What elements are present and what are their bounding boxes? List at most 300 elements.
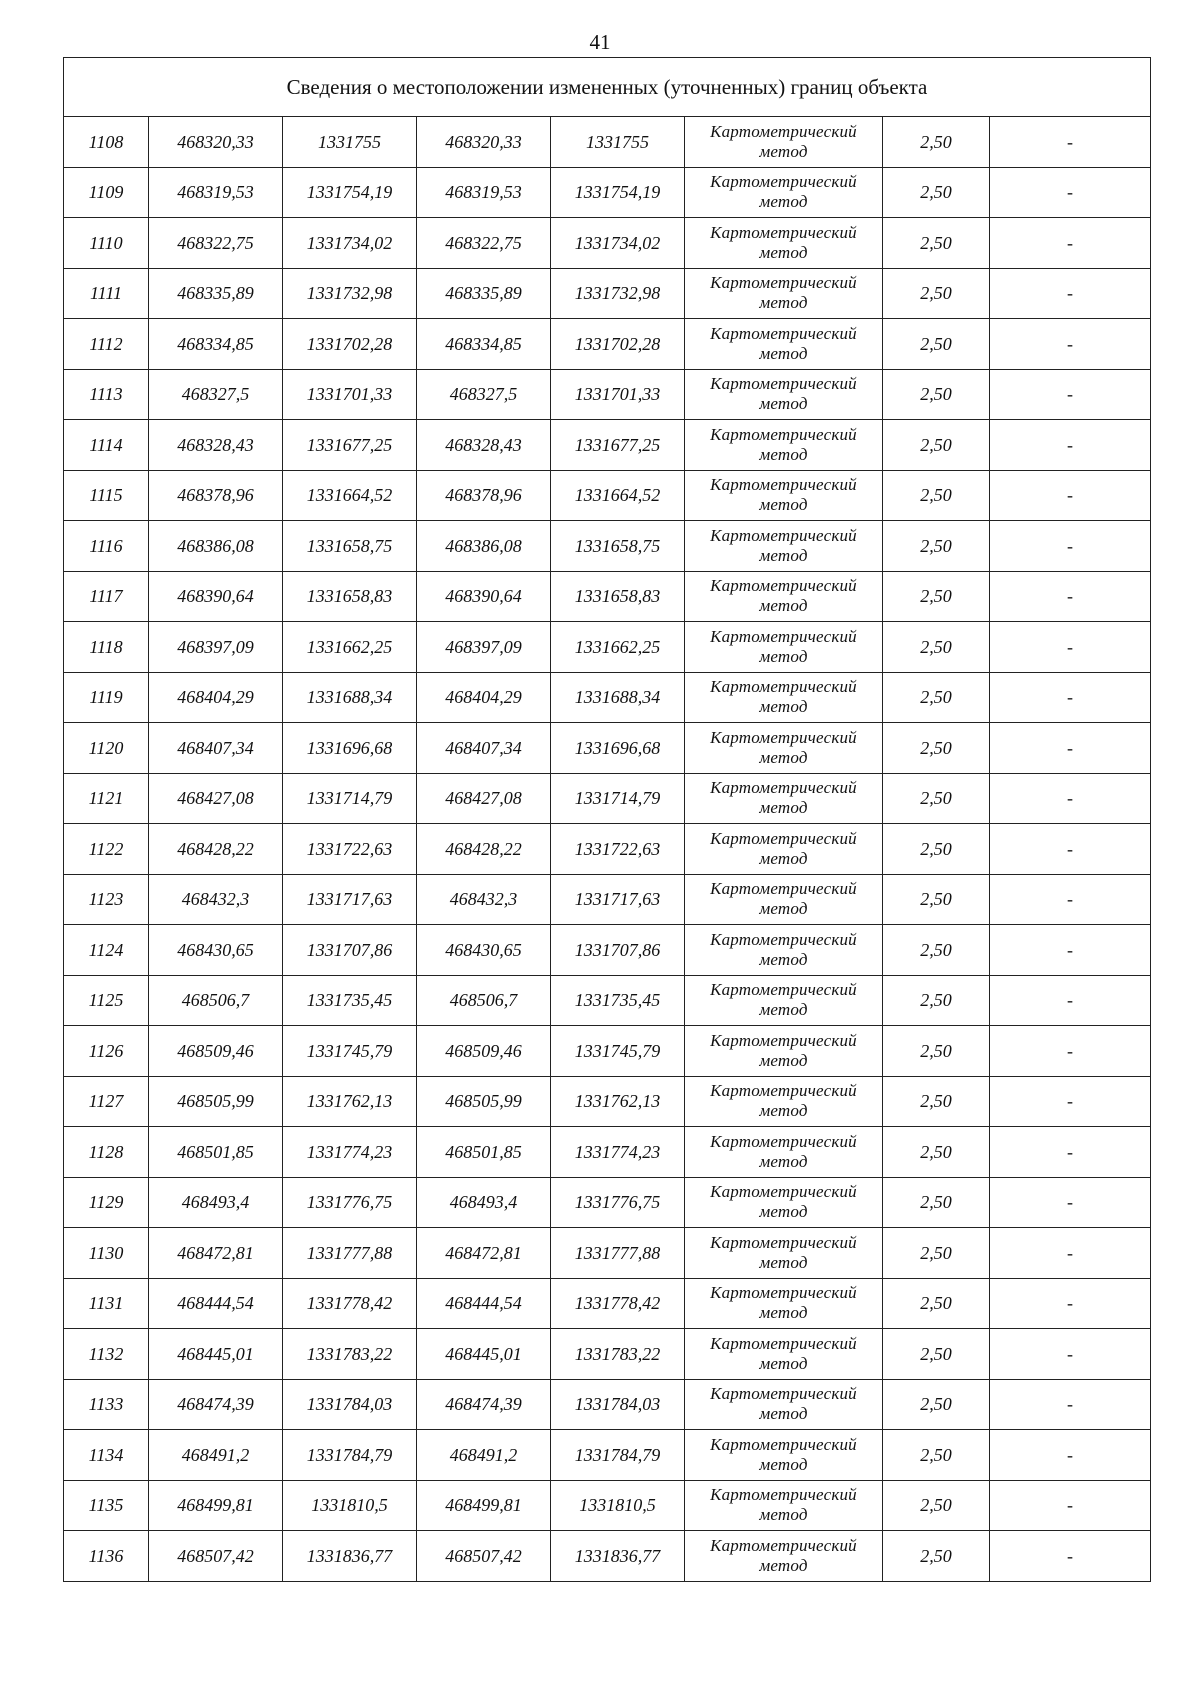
existing-y-cell: 1331836,77 [283, 1531, 417, 1582]
table-row [64, 1278, 1151, 1329]
table-row [64, 420, 1151, 471]
refined-y-cell: 1331776,75 [551, 1177, 685, 1228]
refined-x-cell: 468320,33 [417, 117, 551, 168]
method-line-1: Картометрический [710, 374, 857, 394]
refined-x-cell: 468505,99 [417, 1076, 551, 1127]
accuracy-cell: 2,50 [883, 319, 990, 370]
refined-y-cell: 1331696,68 [551, 723, 685, 774]
method-line-2: метод [759, 596, 808, 616]
method-line-1: Картометрический [710, 1081, 857, 1101]
existing-x-cell: 468320,33 [149, 117, 283, 168]
method-line-1: Картометрический [710, 424, 857, 444]
accuracy-cell: 2,50 [883, 874, 990, 925]
method-line-1: Картометрический [710, 626, 857, 646]
existing-y-cell: 1331784,03 [283, 1379, 417, 1430]
method-cell [685, 420, 883, 471]
note-cell: - [990, 521, 1151, 572]
method-line-1: Картометрический [710, 828, 857, 848]
refined-y-cell: 1331778,42 [551, 1278, 685, 1329]
point-number-cell: 1114 [64, 420, 149, 471]
accuracy-cell: 2,50 [883, 672, 990, 723]
method-line-1: Картометрический [710, 1333, 857, 1353]
table-row [64, 369, 1151, 420]
refined-x-cell: 468378,96 [417, 470, 551, 521]
method-line-1: Картометрический [710, 222, 857, 242]
accuracy-cell: 2,50 [883, 268, 990, 319]
refined-x-cell: 468322,75 [417, 218, 551, 269]
accuracy-cell: 2,50 [883, 773, 990, 824]
method-line-1: Картометрический [710, 677, 857, 697]
refined-x-cell: 468327,5 [417, 369, 551, 420]
method-line-1: Картометрический [710, 879, 857, 899]
method-line-1: Картометрический [710, 929, 857, 949]
refined-y-cell: 1331732,98 [551, 268, 685, 319]
existing-y-cell: 1331734,02 [283, 218, 417, 269]
method-cell [685, 874, 883, 925]
existing-x-cell: 468505,99 [149, 1076, 283, 1127]
accuracy-cell: 2,50 [883, 1026, 990, 1077]
refined-y-cell: 1331735,45 [551, 975, 685, 1026]
method-line-2: метод [759, 141, 808, 161]
point-number-cell: 1133 [64, 1379, 149, 1430]
method-line-2: метод [759, 495, 808, 515]
table-row [64, 925, 1151, 976]
accuracy-cell: 2,50 [883, 571, 990, 622]
existing-y-cell: 1331732,98 [283, 268, 417, 319]
point-number-cell: 1127 [64, 1076, 149, 1127]
accuracy-cell: 2,50 [883, 1228, 990, 1279]
table-title: Сведения о местоположении измененных (уточненных) границ объекта [64, 58, 1151, 117]
existing-y-cell: 1331688,34 [283, 672, 417, 723]
table-row [64, 1379, 1151, 1430]
accuracy-cell: 2,50 [883, 470, 990, 521]
point-number-cell: 1122 [64, 824, 149, 875]
refined-x-cell: 468390,64 [417, 571, 551, 622]
method-line-2: метод [759, 899, 808, 919]
table-row [64, 1076, 1151, 1127]
point-number-cell: 1110 [64, 218, 149, 269]
refined-x-cell: 468472,81 [417, 1228, 551, 1279]
existing-x-cell: 468334,85 [149, 319, 283, 370]
method-line-2: метод [759, 1202, 808, 1222]
method-line-1: Картометрический [710, 475, 857, 495]
method-line-1: Картометрический [710, 1131, 857, 1151]
refined-y-cell: 1331701,33 [551, 369, 685, 420]
refined-y-cell: 1331745,79 [551, 1026, 685, 1077]
existing-x-cell: 468430,65 [149, 925, 283, 976]
point-number-cell: 1123 [64, 874, 149, 925]
method-line-2: метод [759, 1353, 808, 1373]
method-line-1: Картометрический [710, 980, 857, 1000]
existing-x-cell: 468493,4 [149, 1177, 283, 1228]
point-number-cell: 1126 [64, 1026, 149, 1077]
method-cell [685, 1430, 883, 1481]
existing-y-cell: 1331755 [283, 117, 417, 168]
refined-y-cell: 1331662,25 [551, 622, 685, 673]
note-cell: - [990, 622, 1151, 673]
method-cell [685, 975, 883, 1026]
method-cell [685, 167, 883, 218]
table-row [64, 571, 1151, 622]
method-line-1: Картометрический [710, 727, 857, 747]
point-number-cell: 1109 [64, 167, 149, 218]
method-cell [685, 319, 883, 370]
existing-x-cell: 468397,09 [149, 622, 283, 673]
method-cell [685, 824, 883, 875]
existing-y-cell: 1331735,45 [283, 975, 417, 1026]
refined-y-cell: 1331722,63 [551, 824, 685, 875]
method-cell [685, 117, 883, 168]
existing-y-cell: 1331658,83 [283, 571, 417, 622]
note-cell: - [990, 1228, 1151, 1279]
existing-x-cell: 468474,39 [149, 1379, 283, 1430]
refined-x-cell: 468404,29 [417, 672, 551, 723]
method-cell [685, 1480, 883, 1531]
note-cell: - [990, 1127, 1151, 1178]
refined-y-cell: 1331702,28 [551, 319, 685, 370]
existing-y-cell: 1331776,75 [283, 1177, 417, 1228]
note-cell: - [990, 167, 1151, 218]
method-cell [685, 925, 883, 976]
refined-x-cell: 468501,85 [417, 1127, 551, 1178]
method-cell [685, 1228, 883, 1279]
note-cell: - [990, 1076, 1151, 1127]
existing-y-cell: 1331722,63 [283, 824, 417, 875]
note-cell: - [990, 268, 1151, 319]
method-cell [685, 470, 883, 521]
method-cell [685, 1026, 883, 1077]
method-cell [685, 773, 883, 824]
refined-y-cell: 1331777,88 [551, 1228, 685, 1279]
point-number-cell: 1128 [64, 1127, 149, 1178]
point-number-cell: 1132 [64, 1329, 149, 1380]
accuracy-cell: 2,50 [883, 925, 990, 976]
point-number-cell: 1111 [64, 268, 149, 319]
refined-x-cell: 468493,4 [417, 1177, 551, 1228]
method-cell [685, 1278, 883, 1329]
method-line-2: метод [759, 848, 808, 868]
method-cell [685, 571, 883, 622]
note-cell: - [990, 1531, 1151, 1582]
refined-x-cell: 468397,09 [417, 622, 551, 673]
existing-x-cell: 468386,08 [149, 521, 283, 572]
accuracy-cell: 2,50 [883, 1076, 990, 1127]
accuracy-cell: 2,50 [883, 824, 990, 875]
existing-y-cell: 1331701,33 [283, 369, 417, 420]
method-line-1: Картометрический [710, 1535, 857, 1555]
refined-x-cell: 468335,89 [417, 268, 551, 319]
refined-y-cell: 1331707,86 [551, 925, 685, 976]
existing-y-cell: 1331702,28 [283, 319, 417, 370]
accuracy-cell: 2,50 [883, 1531, 990, 1582]
existing-y-cell: 1331658,75 [283, 521, 417, 572]
table-row [64, 672, 1151, 723]
refined-y-cell: 1331717,63 [551, 874, 685, 925]
point-number-cell: 1119 [64, 672, 149, 723]
method-line-1: Картометрический [710, 1485, 857, 1505]
refined-x-cell: 468319,53 [417, 167, 551, 218]
accuracy-cell: 2,50 [883, 975, 990, 1026]
method-cell [685, 1076, 883, 1127]
existing-x-cell: 468509,46 [149, 1026, 283, 1077]
point-number-cell: 1134 [64, 1430, 149, 1481]
method-line-1: Картометрический [710, 1232, 857, 1252]
refined-y-cell: 1331783,22 [551, 1329, 685, 1380]
note-cell: - [990, 571, 1151, 622]
refined-y-cell: 1331810,5 [551, 1480, 685, 1531]
refined-x-cell: 468499,81 [417, 1480, 551, 1531]
existing-y-cell: 1331664,52 [283, 470, 417, 521]
note-cell: - [990, 1480, 1151, 1531]
existing-y-cell: 1331777,88 [283, 1228, 417, 1279]
point-number-cell: 1136 [64, 1531, 149, 1582]
existing-y-cell: 1331754,19 [283, 167, 417, 218]
refined-x-cell: 468430,65 [417, 925, 551, 976]
table-title-row [64, 58, 1151, 117]
existing-y-cell: 1331762,13 [283, 1076, 417, 1127]
note-cell: - [990, 117, 1151, 168]
refined-y-cell: 1331658,75 [551, 521, 685, 572]
refined-x-cell: 468428,22 [417, 824, 551, 875]
refined-x-cell: 468507,42 [417, 1531, 551, 1582]
note-cell: - [990, 672, 1151, 723]
existing-x-cell: 468327,5 [149, 369, 283, 420]
refined-y-cell: 1331664,52 [551, 470, 685, 521]
point-number-cell: 1124 [64, 925, 149, 976]
existing-x-cell: 468445,01 [149, 1329, 283, 1380]
point-number-cell: 1115 [64, 470, 149, 521]
accuracy-cell: 2,50 [883, 1430, 990, 1481]
note-cell: - [990, 369, 1151, 420]
accuracy-cell: 2,50 [883, 218, 990, 269]
existing-y-cell: 1331784,79 [283, 1430, 417, 1481]
method-line-2: метод [759, 1252, 808, 1272]
method-line-1: Картометрический [710, 1283, 857, 1303]
point-number-cell: 1116 [64, 521, 149, 572]
refined-y-cell: 1331762,13 [551, 1076, 685, 1127]
method-line-1: Картометрический [710, 778, 857, 798]
refined-x-cell: 468427,08 [417, 773, 551, 824]
existing-x-cell: 468428,22 [149, 824, 283, 875]
note-cell: - [990, 470, 1151, 521]
table-row [64, 167, 1151, 218]
refined-y-cell: 1331774,23 [551, 1127, 685, 1178]
existing-x-cell: 468427,08 [149, 773, 283, 824]
refined-x-cell: 468432,3 [417, 874, 551, 925]
existing-x-cell: 468390,64 [149, 571, 283, 622]
accuracy-cell: 2,50 [883, 622, 990, 673]
refined-x-cell: 468491,2 [417, 1430, 551, 1481]
method-line-2: метод [759, 646, 808, 666]
method-cell [685, 723, 883, 774]
method-line-2: метод [759, 1454, 808, 1474]
table-row [64, 1329, 1151, 1380]
accuracy-cell: 2,50 [883, 723, 990, 774]
existing-y-cell: 1331778,42 [283, 1278, 417, 1329]
table-row [64, 319, 1151, 370]
note-cell: - [990, 1278, 1151, 1329]
existing-y-cell: 1331717,63 [283, 874, 417, 925]
note-cell: - [990, 925, 1151, 976]
method-cell [685, 1329, 883, 1380]
note-cell: - [990, 773, 1151, 824]
refined-y-cell: 1331754,19 [551, 167, 685, 218]
method-line-2: метод [759, 1000, 808, 1020]
accuracy-cell: 2,50 [883, 521, 990, 572]
existing-x-cell: 468507,42 [149, 1531, 283, 1582]
existing-x-cell: 468319,53 [149, 167, 283, 218]
refined-y-cell: 1331836,77 [551, 1531, 685, 1582]
refined-y-cell: 1331784,03 [551, 1379, 685, 1430]
table-row [64, 975, 1151, 1026]
method-line-1: Картометрический [710, 1434, 857, 1454]
existing-x-cell: 468328,43 [149, 420, 283, 471]
existing-x-cell: 468506,7 [149, 975, 283, 1026]
existing-y-cell: 1331662,25 [283, 622, 417, 673]
method-cell [685, 268, 883, 319]
method-line-2: метод [759, 1101, 808, 1121]
boundary-coordinates-table [63, 57, 1151, 1582]
refined-y-cell: 1331658,83 [551, 571, 685, 622]
table-row [64, 1480, 1151, 1531]
method-line-2: метод [759, 1050, 808, 1070]
method-line-2: метод [759, 1151, 808, 1171]
method-line-1: Картометрический [710, 273, 857, 293]
method-cell [685, 218, 883, 269]
accuracy-cell: 2,50 [883, 1278, 990, 1329]
method-line-2: метод [759, 242, 808, 262]
table-row [64, 1177, 1151, 1228]
accuracy-cell: 2,50 [883, 1480, 990, 1531]
refined-y-cell: 1331677,25 [551, 420, 685, 471]
existing-x-cell: 468491,2 [149, 1430, 283, 1481]
point-number-cell: 1121 [64, 773, 149, 824]
note-cell: - [990, 1430, 1151, 1481]
table-row [64, 1127, 1151, 1178]
table-row [64, 268, 1151, 319]
existing-x-cell: 468499,81 [149, 1480, 283, 1531]
refined-x-cell: 468445,01 [417, 1329, 551, 1380]
method-cell [685, 622, 883, 673]
existing-y-cell: 1331714,79 [283, 773, 417, 824]
point-number-cell: 1118 [64, 622, 149, 673]
point-number-cell: 1131 [64, 1278, 149, 1329]
table-row [64, 1026, 1151, 1077]
note-cell: - [990, 975, 1151, 1026]
accuracy-cell: 2,50 [883, 1329, 990, 1380]
existing-y-cell: 1331774,23 [283, 1127, 417, 1178]
existing-y-cell: 1331783,22 [283, 1329, 417, 1380]
refined-x-cell: 468386,08 [417, 521, 551, 572]
existing-x-cell: 468322,75 [149, 218, 283, 269]
existing-y-cell: 1331745,79 [283, 1026, 417, 1077]
method-line-2: метод [759, 293, 808, 313]
note-cell: - [990, 218, 1151, 269]
method-line-2: метод [759, 192, 808, 212]
note-cell: - [990, 1026, 1151, 1077]
method-line-2: метод [759, 697, 808, 717]
table-row [64, 1228, 1151, 1279]
method-line-2: метод [759, 1505, 808, 1525]
method-line-2: метод [759, 747, 808, 767]
point-number-cell: 1129 [64, 1177, 149, 1228]
accuracy-cell: 2,50 [883, 420, 990, 471]
note-cell: - [990, 874, 1151, 925]
refined-y-cell: 1331688,34 [551, 672, 685, 723]
method-cell [685, 369, 883, 420]
refined-x-cell: 468328,43 [417, 420, 551, 471]
method-cell [685, 1531, 883, 1582]
existing-x-cell: 468472,81 [149, 1228, 283, 1279]
point-number-cell: 1112 [64, 319, 149, 370]
existing-x-cell: 468404,29 [149, 672, 283, 723]
method-line-1: Картометрический [710, 525, 857, 545]
note-cell: - [990, 1379, 1151, 1430]
method-line-2: метод [759, 1555, 808, 1575]
table-row [64, 622, 1151, 673]
note-cell: - [990, 1329, 1151, 1380]
method-line-1: Картометрический [710, 172, 857, 192]
refined-x-cell: 468506,7 [417, 975, 551, 1026]
refined-x-cell: 468474,39 [417, 1379, 551, 1430]
method-line-1: Картометрический [710, 1030, 857, 1050]
point-number-cell: 1108 [64, 117, 149, 168]
accuracy-cell: 2,50 [883, 167, 990, 218]
method-cell [685, 1177, 883, 1228]
point-number-cell: 1120 [64, 723, 149, 774]
refined-y-cell: 1331784,79 [551, 1430, 685, 1481]
note-cell: - [990, 824, 1151, 875]
refined-x-cell: 468509,46 [417, 1026, 551, 1077]
refined-x-cell: 468444,54 [417, 1278, 551, 1329]
existing-y-cell: 1331810,5 [283, 1480, 417, 1531]
existing-x-cell: 468378,96 [149, 470, 283, 521]
table-row [64, 470, 1151, 521]
existing-x-cell: 468407,34 [149, 723, 283, 774]
table-row [64, 773, 1151, 824]
point-number-cell: 1135 [64, 1480, 149, 1531]
page-number: 41 [589, 30, 611, 54]
table-row [64, 1430, 1151, 1481]
method-cell [685, 672, 883, 723]
accuracy-cell: 2,50 [883, 117, 990, 168]
accuracy-cell: 2,50 [883, 1177, 990, 1228]
method-line-2: метод [759, 798, 808, 818]
method-line-2: метод [759, 444, 808, 464]
method-line-1: Картометрический [710, 1384, 857, 1404]
method-line-1: Картометрический [710, 121, 857, 141]
existing-y-cell: 1331677,25 [283, 420, 417, 471]
existing-x-cell: 468501,85 [149, 1127, 283, 1178]
existing-x-cell: 468335,89 [149, 268, 283, 319]
method-line-2: метод [759, 949, 808, 969]
table-row [64, 824, 1151, 875]
refined-y-cell: 1331714,79 [551, 773, 685, 824]
refined-x-cell: 468407,34 [417, 723, 551, 774]
method-line-1: Картометрический [710, 323, 857, 343]
point-number-cell: 1130 [64, 1228, 149, 1279]
accuracy-cell: 2,50 [883, 1127, 990, 1178]
method-line-1: Картометрический [710, 576, 857, 596]
existing-x-cell: 468444,54 [149, 1278, 283, 1329]
note-cell: - [990, 319, 1151, 370]
existing-x-cell: 468432,3 [149, 874, 283, 925]
table-row [64, 1531, 1151, 1582]
method-line-2: метод [759, 545, 808, 565]
table-row [64, 218, 1151, 269]
method-cell [685, 521, 883, 572]
table-row [64, 874, 1151, 925]
